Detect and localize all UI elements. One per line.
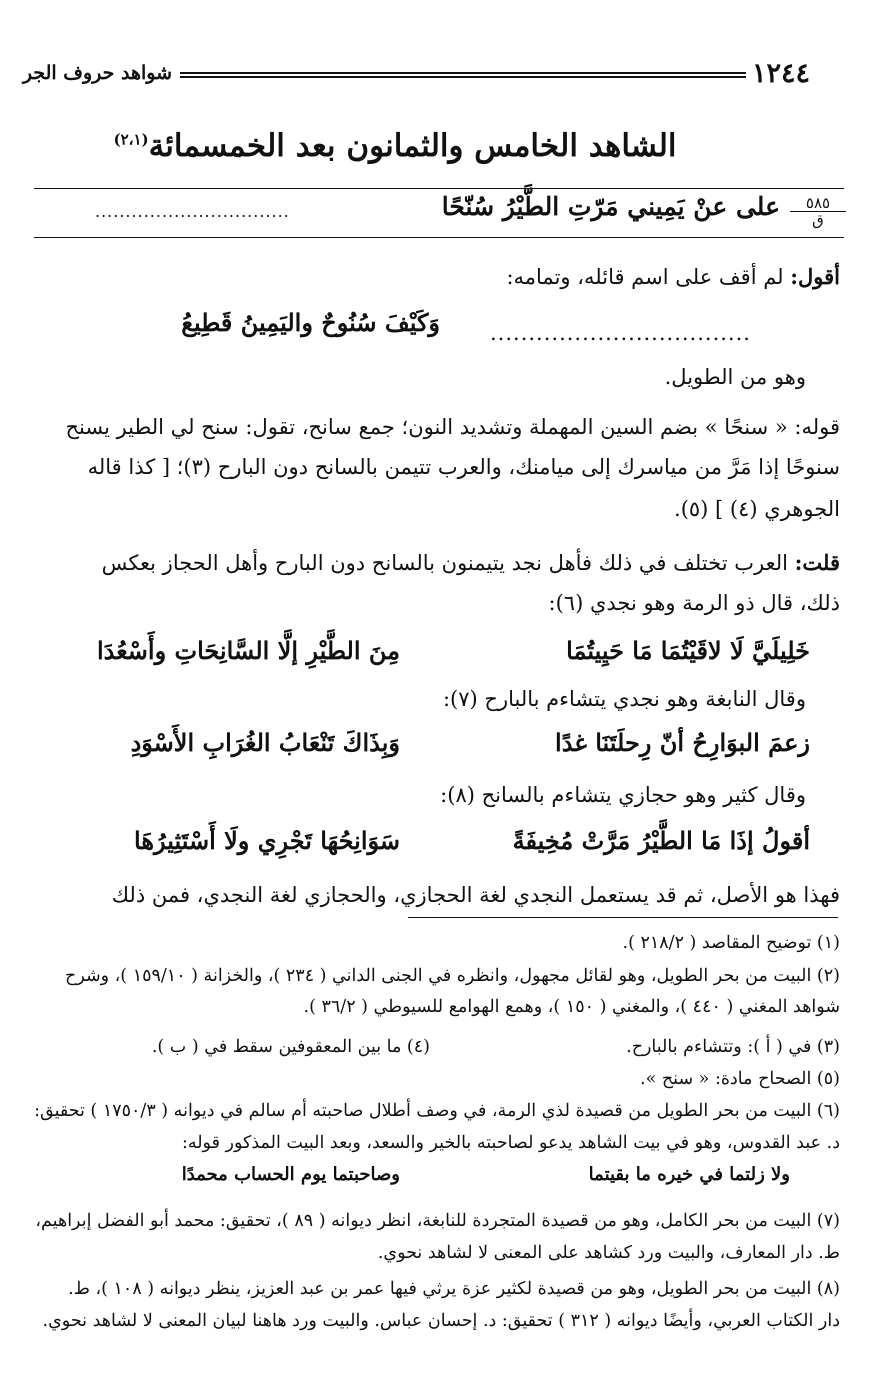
poem-1-first-hemistich: خَلِيلَيَّ لَا لاقَيْتُمَا مَا حَيِيتُمَا	[566, 636, 810, 665]
poem-1-second-hemistich: مِنَ الطَّيْرِ إلَّا السَّانِحَاتِ وأَسْعُدَا	[96, 636, 400, 665]
paragraph-1-text: لم أقف على اسم قائله، وتمامه:	[506, 265, 791, 289]
paragraph-3-line-1: قوله: « سنحًا » بضم السين المهملة وتشديد النون؛ جمع سانح، تقول: سنح لي الطير يسنح	[65, 415, 840, 439]
title-text: الشاهد الخامس والثمانون بعد الخمسمائة	[148, 128, 677, 164]
poem-3-second-hemistich: سَوَانِحُهَا تَجْرِي ولَا أَسْتَثِيرُهَا	[134, 826, 400, 855]
page-number: ١٢٤٤	[752, 58, 811, 89]
footnote-6-line-2: د. عبد القدوس، وهو في بيت الشاهد يدعو لصاحبته بالخير والسعد، وبعد البيت المذكور قوله:	[181, 1133, 840, 1153]
verse-dots: ................................	[95, 202, 290, 221]
header-double-rule	[180, 72, 746, 78]
footnote-2-line-2: شواهد المغني ( ٤٤٠ )، والمغني ( ١٥٠ )، وهمع الهوامع للسيوطي ( ٣٦/٢ ).	[303, 997, 840, 1017]
footnote-4: (٤) ما بين المعقوفين سقط في ( ب ).	[151, 1037, 430, 1057]
paragraph-1	[30, 262, 840, 292]
verse-number-value: ٥٨٥	[790, 195, 846, 212]
paragraph-4-line-1	[30, 548, 840, 578]
footnote-8-line-1: (٨) البيت من بحر الطويل، وهو من قصيدة لكثير عزة يرثي فيها عمر بن عبد العزيز، ينظر ديوانه ( ١٠٨ )، ط.	[68, 1279, 840, 1299]
footnote-3: (٣) في ( أ ): وتتشاءم بالبارح.	[626, 1037, 840, 1057]
running-head: شواهد حروف الجر	[22, 62, 172, 84]
section-title	[100, 128, 690, 164]
verse-text: على عنْ يَمِيني مَرّتِ الطَّيْرُ سُنّحًا	[441, 192, 780, 221]
title-footnote-marks: (٢،١)	[113, 130, 149, 149]
verse-number-letter: ق	[812, 211, 824, 229]
footnote-5: (٥) الصحاح مادة: « سنح ».	[640, 1069, 840, 1089]
paragraph-4-line-2: ذلك، قال ذو الرمة وهو نجدي (٦):	[548, 591, 840, 615]
poem-2-first-hemistich: زعمَ البوَارِحُ أنّ رِحلَتَنَا غدًا	[555, 728, 810, 757]
footnote-2-line-1: (٢) البيت من بحر الطويل، وهو لقائل مجهول، وانظره في الجنى الداني ( ٢٣٤ )، والخزانة ( ١٥٩/١٠ )، وشرح	[65, 966, 840, 986]
paragraph-6: وقال كثير وهو حجازي يتشاءم بالسانح (٨):	[440, 783, 806, 807]
footnote-6-line-1: (٦) البيت من بحر الطويل من قصيدة لذي الرمة، في وصف أطلال صاحبته أم سالم في ديوانه ( ١٧٥٠/٣ ) تحقيق:	[34, 1101, 840, 1121]
poem-3-first-hemistich: أقولُ إذَا مَا الطَّيْرُ مَرَّتْ مُخِيفَةً	[512, 826, 810, 855]
paragraph-3-line-3: الجوهري (٤) ] (٥).	[674, 497, 840, 521]
footnote-6-poem-second-hemistich: وصاحبتما يوم الحساب محمدًا	[181, 1164, 400, 1185]
paragraph-4-lead: قلت:	[794, 550, 840, 575]
footnote-7-line-1: (٧) البيت من بحر الكامل، وهو من قصيدة المتجردة للنابغة، انظر ديوانه ( ٨٩ )، تحقيق: محمد أبو الفضل إبراهيم،	[35, 1211, 840, 1231]
paragraph-1-lead: أقول:	[790, 264, 840, 289]
paragraph-4-text: العرب تختلف في ذلك فأهل نجد يتيمنون بالسانح دون البارح وأهل الحجاز بعكس	[101, 551, 795, 575]
poem-2-second-hemistich: وَبِذَاكَ تَنْعَابُ الغُرَابِ الأَسْوَدِ	[130, 728, 400, 757]
verse-number	[790, 195, 846, 228]
footnote-6-poem-first-hemistich: ولا زلتما في خيره ما بقيتما	[588, 1164, 790, 1185]
paragraph-7: فهذا هو الأصل، ثم قد يستعمل النجدي لغة الحجازي، والحجازي لغة النجدي، فمن ذلك	[111, 883, 840, 907]
footnote-1: (١) توضيح المقاصد ( ٢١٨/٢ ).	[622, 933, 840, 953]
paragraph-5: وقال النابغة وهو نجدي يتشاءم بالبارح (٧):	[442, 687, 806, 711]
footnote-8-line-2: دار الكتاب العربي، وأيضًا ديوانه ( ٣١٢ ) تحقيق: د. إحسان عباس. والبيت ورد هاهنا لبيان المعنى لا لشاهد نحوي.	[42, 1311, 840, 1331]
hemistich: وَكَيْفَ سُنُوحٌ واليَمِينُ قَطِيعُ	[181, 308, 440, 337]
footnote-7-line-2: ط. دار المعارف، والبيت ورد كشاهد على المعنى لا لشاهد نحوي.	[377, 1243, 840, 1263]
paragraph-3-line-2: سنوحًا إذا مَرَّ من مياسرك إلى ميامنك، والعرب تتيمن بالسانح دون البارح (٣)؛ [ كذا قاله	[87, 455, 840, 479]
footnote-separator	[408, 917, 838, 918]
paragraph-2: وهو من الطويل.	[664, 365, 806, 389]
hemistich-dots: ..................................	[490, 321, 751, 345]
